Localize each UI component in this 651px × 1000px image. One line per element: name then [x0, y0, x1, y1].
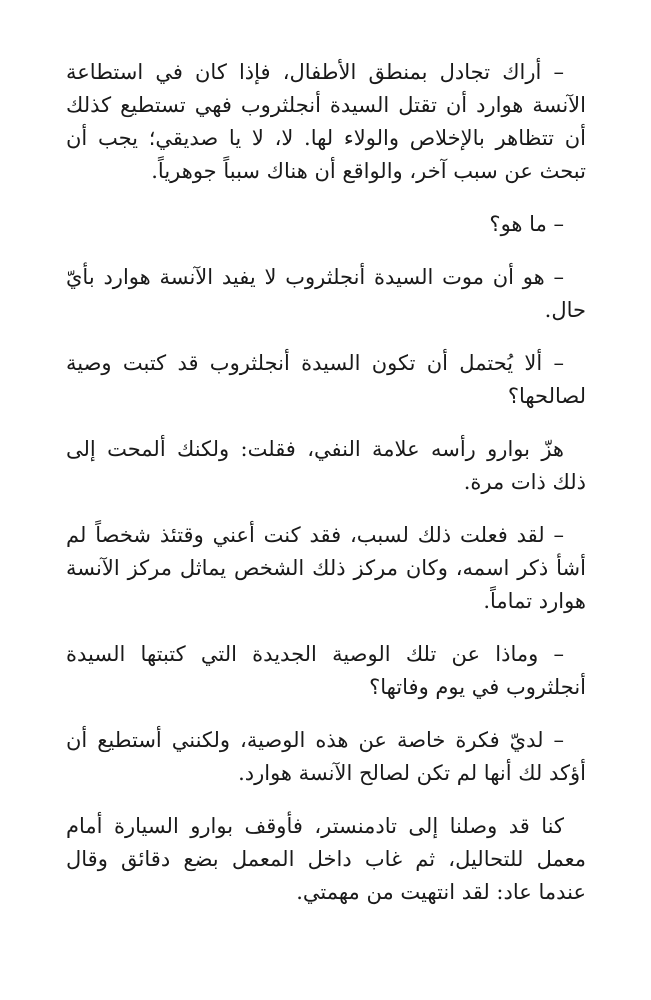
dialogue-paragraph: – لديّ فكرة خاصة عن هذه الوصية، ولكنني أستطيع أن أؤكد لك أنها لم تكن لصالح الآنسة هوارد.	[66, 728, 586, 785]
dialogue-paragraph: – أراك تجادل بمنطق الأطفال، فإذا كان في استطاعة الآنسة هوارد أن تقتل السيدة أنجلثروب فهي تستطيع كذلك أن تتظاهر بالإخلاص والولاء لها. لا، لا يا صديقي؛ يجب أن تبحث عن سبب آخر، والواقع أن هناك سبباً جوهرياً.	[66, 60, 586, 183]
narration-paragraph: هزّ بوارو رأسه علامة النفي، فقلت: ولكنك ألمحت إلى ذلك ذات مرة.	[66, 437, 586, 494]
book-page	[66, 56, 586, 929]
dialogue-paragraph: – ألا يُحتمل أن تكون السيدة أنجلثروب قد كتبت وصية لصالحها؟	[66, 351, 586, 408]
dialogue-paragraph: – ما هو؟	[489, 212, 564, 236]
dialogue-paragraph: – هو أن موت السيدة أنجلثروب لا يفيد الآنسة هوارد بأيّ حال.	[66, 265, 586, 322]
dialogue-paragraph: – لقد فعلت ذلك لسبب، فقد كنت أعني وقتئذ شخصاً لم أشأ ذكر اسمه، وكان مركز ذلك الشخص يماثل مركز الآنسة هوارد تماماً.	[66, 523, 586, 613]
narration-paragraph: كنا قد وصلنا إلى تادمنستر، فأوقف بوارو السيارة أمام معمل للتحاليل، ثم غاب داخل المعمل بضع دقائق وقال عندما عاد: لقد انتهيت من مهمتي.	[66, 814, 586, 904]
dialogue-paragraph: – وماذا عن تلك الوصية الجديدة التي كتبتها السيدة أنجلثروب في يوم وفاتها؟	[66, 642, 586, 699]
